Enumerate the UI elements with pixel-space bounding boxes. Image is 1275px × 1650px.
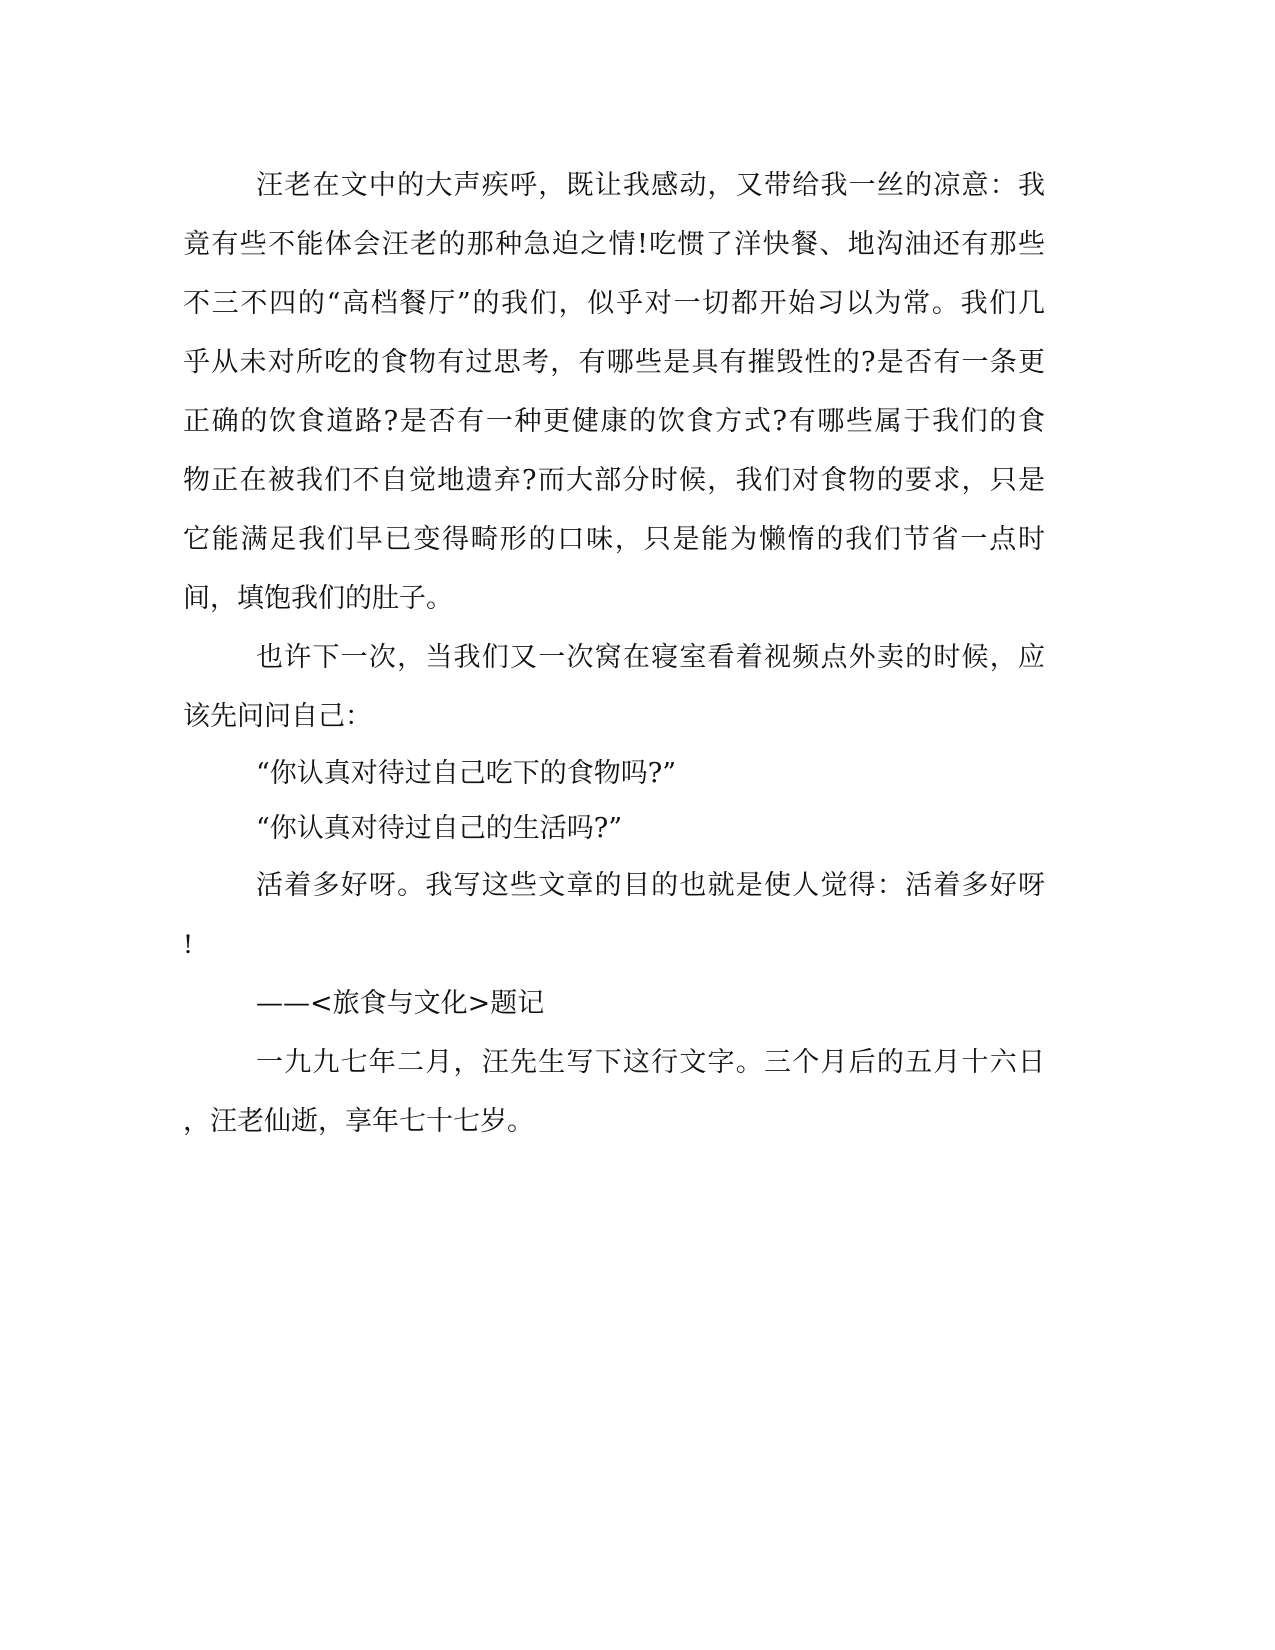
paragraph-4-line-2: ，汪老仙逝，享年七十七岁。 — [183, 1106, 534, 1137]
paragraph-3-line-1: 活着多好呀。我写这些文章的目的也就是使人觉得：活着多好呀 — [256, 870, 1045, 901]
attribution-line: ——<旅食与文化>题记 — [256, 988, 545, 1019]
paragraph-1-line-8: 间，填饱我们的肚子。 — [183, 583, 453, 614]
paragraph-1-line-7: 它能满足我们早已变得畸形的口味，只是能为懒惰的我们节省一点时 — [183, 524, 1045, 555]
document-body — [183, 156, 1045, 1151]
paragraph-1-line-3: 不三不四的“高档餐厅”的我们，似乎对一切都开始习以为常。我们几 — [183, 288, 1045, 319]
paragraph-1-line-6: 物正在被我们不自觉地遗弃?而大部分时候，我们对食物的要求，只是 — [183, 465, 1045, 496]
paragraph-1-line-5: 正确的饮食道路?是否有一种更健康的饮食方式?有哪些属于我们的食 — [183, 406, 1045, 437]
paragraph-3-line-2: ! — [183, 930, 194, 959]
paragraph-2-line-1: 也许下一次，当我们又一次窝在寝室看着视频点外卖的时候，应 — [256, 642, 1045, 673]
paragraph-1-line-1: 汪老在文中的大声疾呼，既让我感动，又带给我一丝的凉意：我 — [256, 170, 1045, 201]
paragraph-4-line-1: 一九九七年二月，汪先生写下这行文字。三个月后的五月十六日 — [256, 1047, 1045, 1078]
paragraph-2-line-2: 该先问问自己： — [183, 701, 372, 732]
quote-life: “你认真对待过自己的生活吗?” — [256, 813, 623, 844]
quote-food: “你认真对待过自己吃下的食物吗?” — [256, 758, 677, 789]
paragraph-1-line-4: 乎从未对所吃的食物有过思考，有哪些是具有摧毁性的?是否有一条更 — [183, 347, 1045, 378]
paragraph-1-line-2: 竟有些不能体会汪老的那种急迫之情!吃惯了洋快餐、地沟油还有那些 — [183, 229, 1045, 260]
